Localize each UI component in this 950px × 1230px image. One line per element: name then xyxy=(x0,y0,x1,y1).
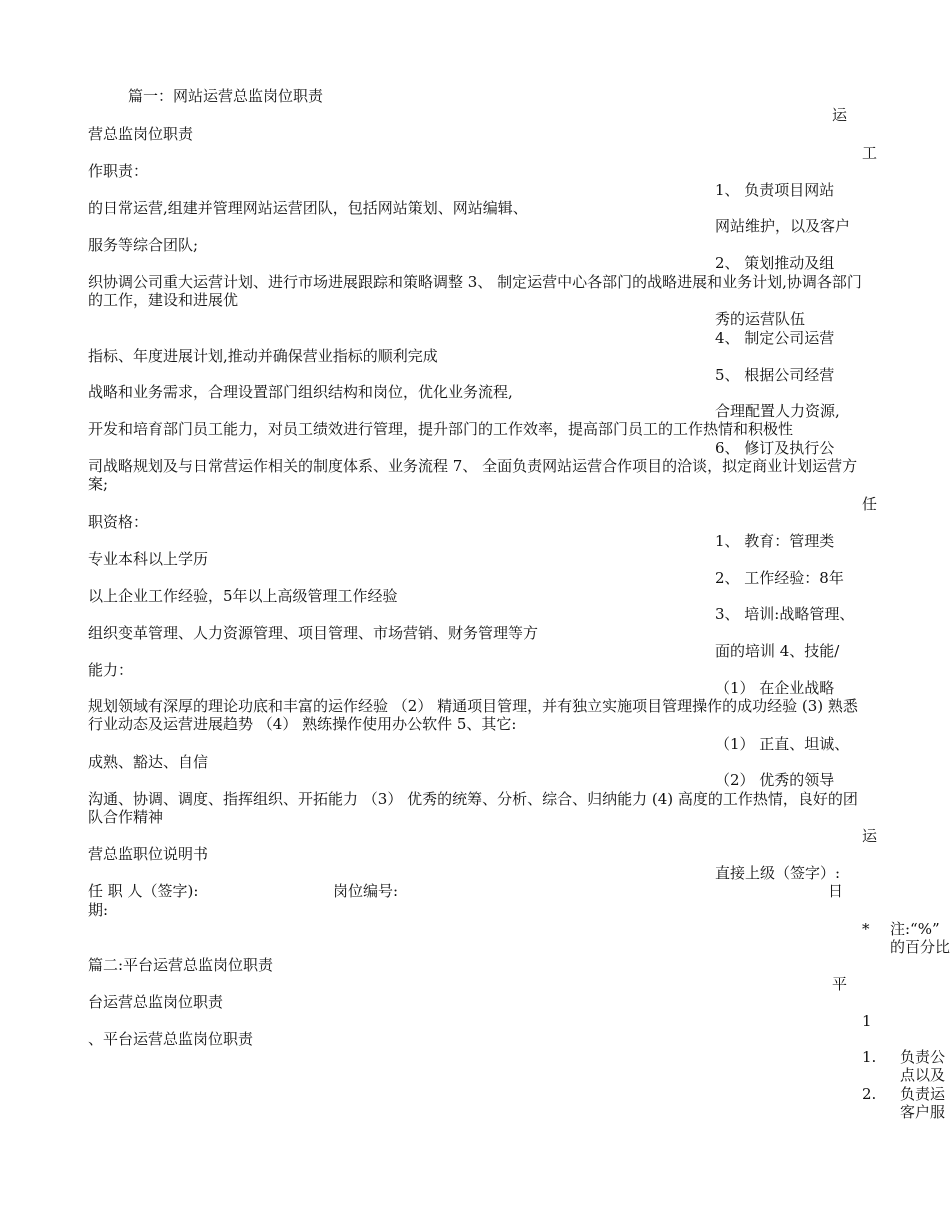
text-line: 的日常运营,组建并管理网站运营团队，包括网站策划、网站编辑、 xyxy=(88,199,528,217)
text-line: 5、 根据公司经营 xyxy=(715,366,835,384)
heading-line: 营总监岗位职责 xyxy=(88,125,194,143)
text-line: 作职责： xyxy=(88,162,149,180)
text-line: 3、 培训:战略管理、 xyxy=(715,605,855,623)
text-line: 1、 教育：管理类 xyxy=(715,532,835,550)
date-label-part: 日 xyxy=(828,882,844,900)
text-fragment: 工 xyxy=(862,144,878,162)
text-line: 职资格： xyxy=(88,513,149,531)
list-number: 2. xyxy=(862,1085,877,1103)
text-paragraph: 织协调公司重大运营计划、进行市场进展跟踪和策略调整 3、 制定运营中心各部门的战略进展和业务计划,协调各部门的工作，建设和进展优 xyxy=(88,273,862,309)
text-line: 专业本科以上学历 xyxy=(88,550,209,568)
text-line: 4、 制定公司运营 xyxy=(715,329,835,347)
text-line: 6、 修订及执行公 xyxy=(715,439,835,457)
section-title-1: 篇一：网站运营总监岗位职责 xyxy=(128,87,324,105)
text-fragment: 运 xyxy=(862,827,878,845)
section-title-2: 篇二:平台运营总监岗位职责 xyxy=(88,956,274,974)
list-item-text: 负责运 xyxy=(900,1085,946,1103)
note-text: 的百分比 xyxy=(890,938,950,956)
list-item-text: 客户服 xyxy=(900,1103,946,1121)
text-line: 面的培训 4、技能/ xyxy=(715,642,840,660)
text-line: 2、 策划推动及组 xyxy=(715,254,835,272)
text-fragment: 运 xyxy=(832,106,848,124)
text-paragraph: 司战略规划及与日常营运作相关的制度体系、业务流程 7、 全面负责网站运营合作项目的洽谈，拟定商业计划运营方案; xyxy=(88,457,858,493)
text-line: 指标、年度进展计划,推动并确保营业指标的顺利完成 xyxy=(88,347,438,365)
date-label-part: 期: xyxy=(88,901,109,919)
text-fragment: 1 xyxy=(862,1012,872,1030)
note-marker: * xyxy=(862,920,870,938)
text-line: （1） 在企业战略 xyxy=(715,679,835,697)
text-line: 组织变革管理、人力资源管理、项目管理、市场营销、财务管理等方 xyxy=(88,624,539,642)
list-item-text: 点以及 xyxy=(900,1066,946,1084)
text-paragraph: 沟通、协调、调度、指挥组织、开拓能力 （3） 优秀的统筹、分析、综合、归纳能力 (4) 高度的工作热情，良好的团队合作精神 xyxy=(88,790,858,826)
text-line: （2） 优秀的领导 xyxy=(715,771,835,789)
list-number: 1. xyxy=(862,1048,877,1066)
position-number-label: 岗位编号: xyxy=(333,882,399,900)
list-item-text: 负责公 xyxy=(900,1048,946,1066)
text-line: 秀的运营队伍 xyxy=(715,310,806,328)
heading-line: 、平台运营总监岗位职责 xyxy=(88,1030,254,1048)
note-text: 注:“%” xyxy=(890,920,940,938)
text-line: 以上企业工作经验，5年以上高级管理工作经验 xyxy=(88,587,398,605)
text-line: 战略和业务需求，合理设置部门组织结构和岗位，优化业务流程, xyxy=(88,383,513,401)
text-line: 合理配置人力资源, xyxy=(715,402,840,420)
heading-line: 营总监职位说明书 xyxy=(88,845,209,863)
text-line: 1、 负责项目网站 xyxy=(715,181,835,199)
text-line: 2、 工作经验：8年 xyxy=(715,569,844,587)
text-fragment: 任 xyxy=(862,495,878,513)
heading-line: 台运营总监岗位职责 xyxy=(88,993,224,1011)
text-paragraph: 规划领域有深厚的理论功底和丰富的运作经验 （2） 精通项目管理，并有独立实施项目管理操作的成功经验 (3) 熟悉行业动态及运营进展趋势 （4） 熟练操作使用办公软件 5、其它: xyxy=(88,697,858,733)
text-line: 开发和培育部门员工能力，对员工绩效进行管理，提升部门的工作效率，提高部门员工的工作热情和积极性 xyxy=(88,420,794,438)
text-fragment: 平 xyxy=(832,975,848,993)
employee-signature-label: 任 职 人（签字): xyxy=(88,882,199,900)
text-line: 服务等综合团队; xyxy=(88,236,199,254)
text-line: 成熟、豁达、自信 xyxy=(88,753,209,771)
supervisor-signature-label: 直接上级（签字）: xyxy=(715,864,841,882)
text-line: 能力： xyxy=(88,661,134,679)
text-line: （1） 正直、坦诚、 xyxy=(715,735,850,753)
text-line: 网站维护，以及客户 xyxy=(715,217,851,235)
